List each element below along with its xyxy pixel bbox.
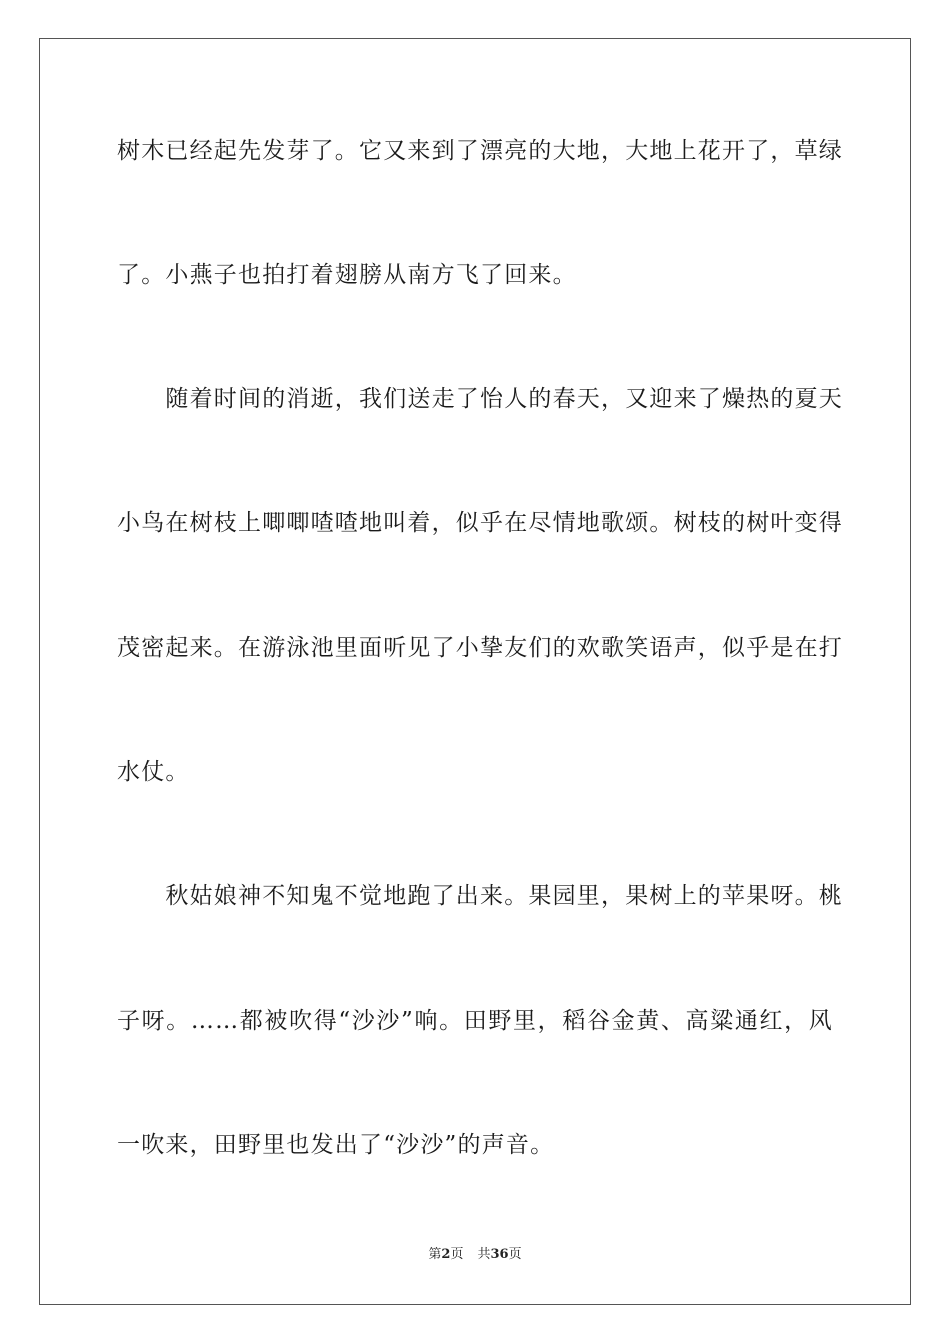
text-line-2: 了。小燕子也拍打着翅膀从南方飞了回来。 (117, 262, 577, 288)
page-frame (39, 38, 911, 1305)
page-prefix: 第 (428, 1247, 442, 1262)
text-line-9: 一吹来，田野里也发出了“沙沙”的声音。 (117, 1132, 555, 1158)
page-number: 2 (441, 1247, 451, 1262)
text-line-1: 树木已经起先发芽了。它又来到了漂亮的大地，大地上花开了，草绿 (117, 138, 843, 164)
text-line-8: 子呀。……都被吹得“沙沙”响。田野里，稻谷金黄、高粱通红，风 (117, 1008, 833, 1034)
page-footer (0, 1246, 950, 1264)
text-line-4: 小鸟在树枝上唧唧喳喳地叫着，似乎在尽情地歌颂。树枝的树叶变得 (117, 510, 843, 536)
text-line-5: 茂密起来。在游泳池里面听见了小挚友们的欢歌笑语声，似乎是在打 (117, 635, 843, 661)
total-suffix: 页 (508, 1247, 522, 1262)
total-pages: 36 (490, 1247, 509, 1262)
page-suffix: 页 (450, 1247, 464, 1262)
text-line-7: 秋姑娘神不知鬼不觉地跑了出来。果园里，果树上的苹果呀。桃 (117, 883, 843, 909)
text-line-3: 随着时间的消逝，我们送走了怡人的春天，又迎来了燥热的夏天 (117, 386, 843, 412)
total-prefix: 共 (477, 1247, 491, 1262)
text-line-6: 水仗。 (117, 759, 190, 785)
